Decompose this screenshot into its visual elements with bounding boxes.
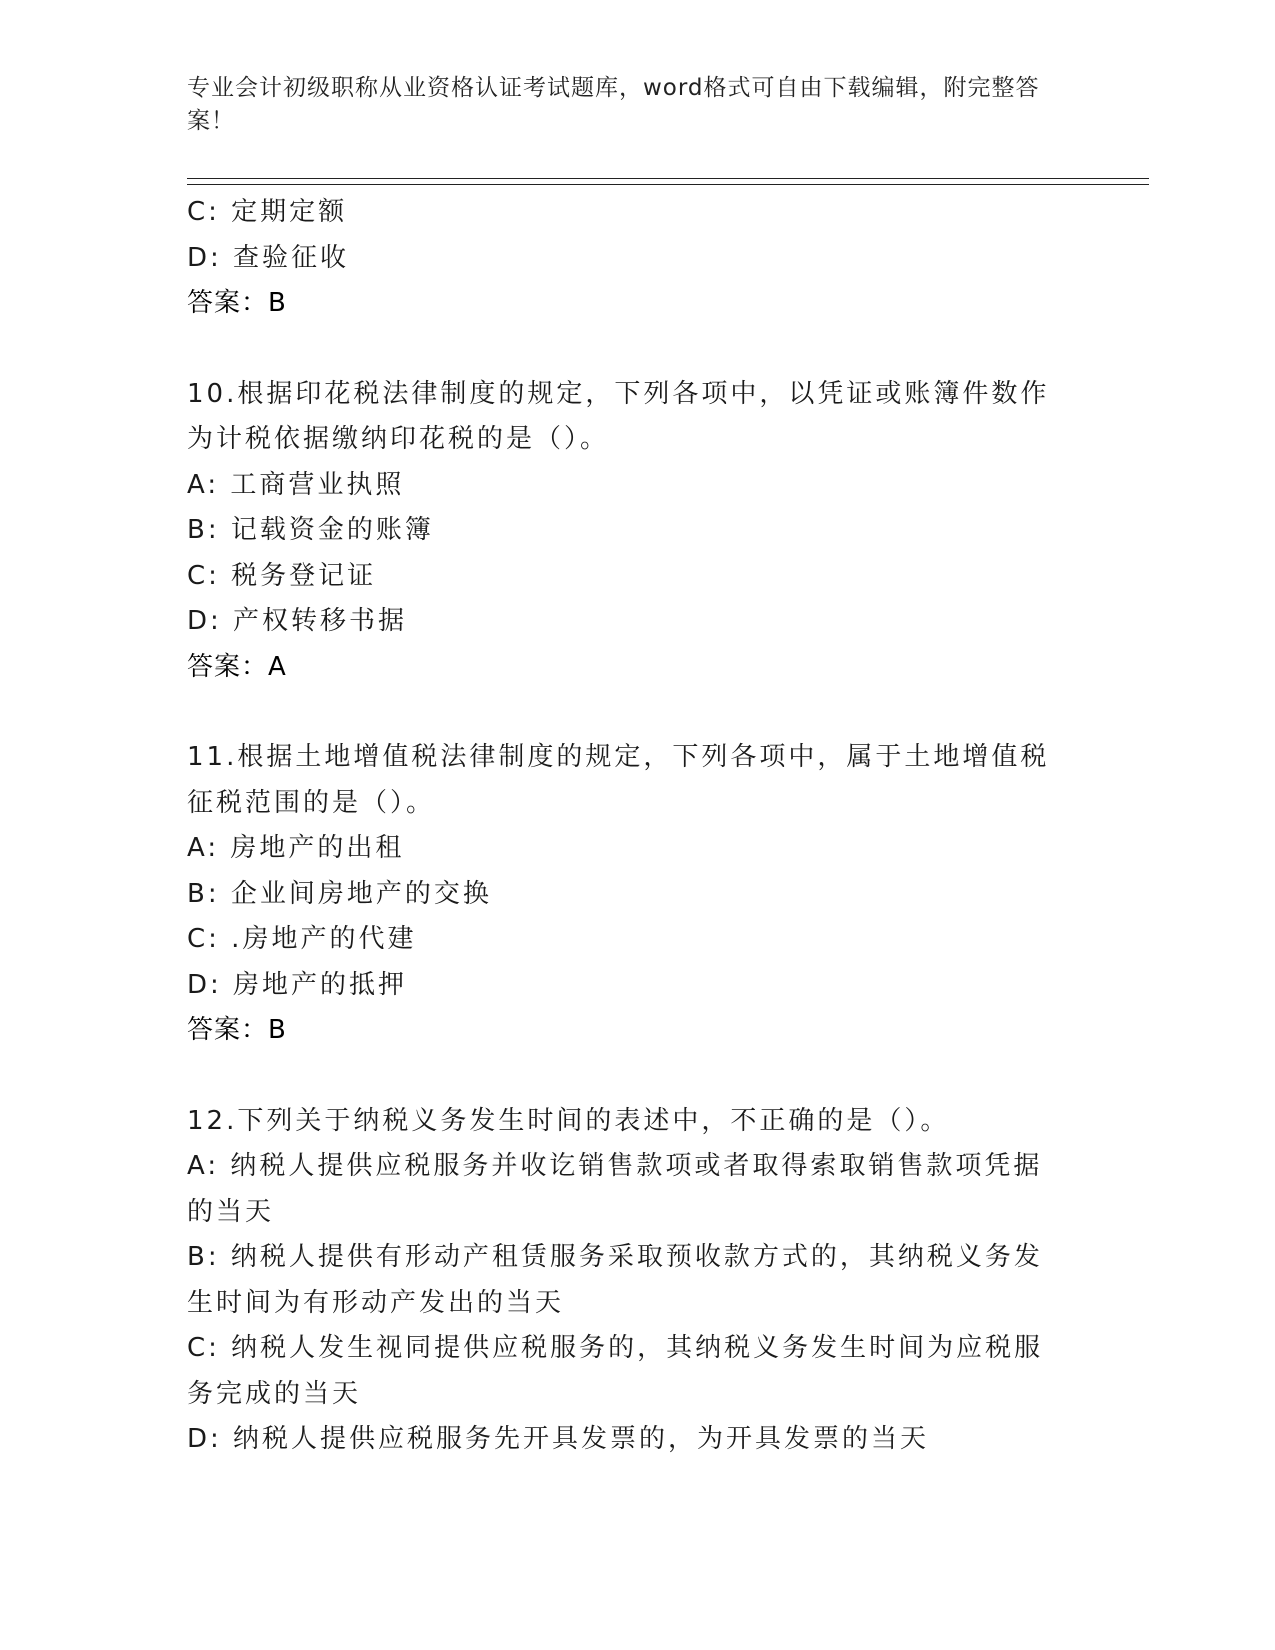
option-c: C: 定期定额 <box>187 197 348 227</box>
question-stem: 12.下列关于纳税义务发生时间的表述中，不正确的是（）。 <box>187 1105 950 1136</box>
option-c: C: .房地产的代建 <box>187 924 417 954</box>
answer-line: 答案：B <box>187 288 287 318</box>
option-c: C: 税务登记证 <box>187 560 377 591</box>
question-stem: 10.根据印花税法律制度的规定，下列各项中，以凭证或账簿件数作为计税依据缴纳印花税的是（）。 <box>187 378 1050 454</box>
option-d: D: 纳税人提供应税服务先开具发票的，为开具发票的当天 <box>187 1424 930 1454</box>
spacer <box>187 327 1067 372</box>
spacer <box>187 1054 1067 1099</box>
option-a: A: 工商营业执照 <box>187 469 405 500</box>
question-10 <box>187 372 1067 691</box>
option-b: B: 纳税人提供有形动产租赁服务采取预收款方式的，其纳税义务发生时间为有形动产发出的当天 <box>187 1242 1043 1318</box>
option-d: D: 产权转移书据 <box>187 606 408 636</box>
option-b: B: 记载资金的账簿 <box>187 515 434 545</box>
option-d: D: 查验征收 <box>187 242 350 273</box>
header-divider <box>187 178 1149 185</box>
question-content <box>187 190 1067 1463</box>
answer-line: 答案：B <box>187 1015 287 1045</box>
page-header: 专业会计初级职称从业资格认证考试题库，word格式可自由下载编辑，附完整答案！ <box>187 75 1040 134</box>
option-d: D: 房地产的抵押 <box>187 969 408 1000</box>
option-a: A: 纳税人提供应税服务并收讫销售款项或者取得索取销售款项凭据的当天 <box>187 1151 1043 1227</box>
spacer <box>187 690 1067 735</box>
question-stem: 11.根据土地增值税法律制度的规定，下列各项中，属于土地增值税征税范围的是（）。 <box>187 742 1050 818</box>
question-12 <box>187 1099 1067 1463</box>
option-b: B: 企业间房地产的交换 <box>187 878 492 909</box>
previous-question-tail <box>187 190 1067 327</box>
option-a: A: 房地产的出租 <box>187 833 405 863</box>
option-c: C: 纳税人发生视同提供应税服务的，其纳税义务发生时间为应税服务完成的当天 <box>187 1333 1044 1409</box>
answer-line: 答案：A <box>187 651 287 682</box>
question-11 <box>187 735 1067 1054</box>
